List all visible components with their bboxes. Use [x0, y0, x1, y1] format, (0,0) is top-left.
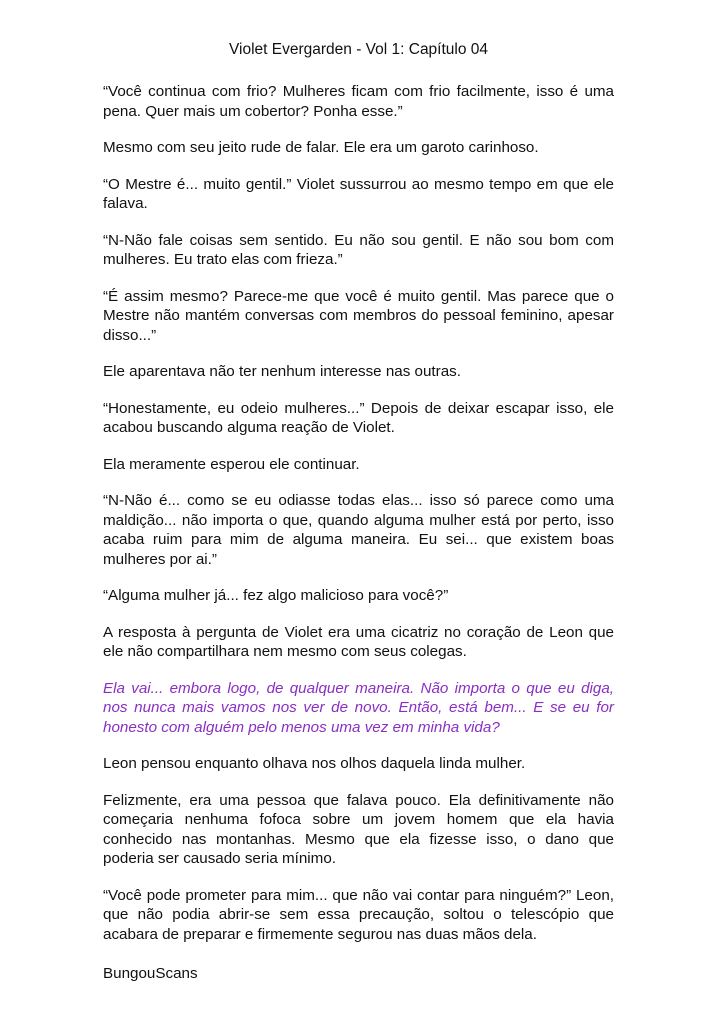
paragraph-11: A resposta à pergunta de Violet era uma cicatriz no coração de Leon que ele não compartilhara nem mesmo com seus colegas. [103, 623, 614, 660]
paragraph-15: “Você pode prometer para mim... que não vai contar para ninguém?” Leon, que não podia abrir-se sem essa precaução, soltou o telescópio que acabara de preparar e firmemente segurou nas duas mãos dela. [103, 886, 614, 943]
document-body [103, 82, 614, 944]
paragraph-4: “N-Não fale coisas sem sentido. Eu não sou gentil. E não sou bom com mulheres. Eu trato elas com frieza.” [103, 231, 614, 268]
paragraph-9: “N-Não é... como se eu odiasse todas elas... isso só parece como uma maldição... não importa o que, quando alguma mulher está por perto, isso acaba ruim para mim de alguma maneira. Eu sei... que existem boas mulheres por ai.” [103, 492, 614, 568]
paragraph-2: Mesmo com seu jeito rude de falar. Ele era um garoto carinhoso. [103, 139, 539, 156]
paragraph-8: Ela meramente esperou ele continuar. [103, 455, 360, 473]
paragraph-6: Ele aparentava não ter nenhum interesse nas outras. [103, 363, 461, 380]
paragraph-10: “Alguma mulher já... fez algo malicioso para você?” [103, 587, 449, 604]
paragraph-1: “Você continua com frio? Mulheres ficam com frio facilmente, isso é uma pena. Quer mais um cobertor? Ponha esse.” [103, 83, 614, 120]
paragraph-13: Leon pensou enquanto olhava nos olhos daquela linda mulher. [103, 755, 526, 772]
paragraph-14: Felizmente, era uma pessoa que falava pouco. Ela definitivamente não começaria nenhuma fofoca sobre um jovem homem que ela havia conhecido nas montanhas. Mesmo que ela fizesse isso, o dano que poderia ser causado seria mínimo. [103, 791, 614, 867]
paragraph-3: “O Mestre é... muito gentil.” Violet sussurrou ao mesmo tempo em que ele falava. [103, 175, 614, 212]
paragraph-5: “É assim mesmo? Parece-me que você é muito gentil. Mas parece que o Mestre não mantém conversas com membros do pessoal feminino, apesar disso...” [103, 287, 614, 344]
page-footer: BungouScans [103, 965, 198, 982]
paragraph-7: “Honestamente, eu odeio mulheres...” Depois de deixar escapar isso, ele acabou buscando alguma reação de Violet. [103, 399, 614, 436]
page-header: Violet Evergarden - Vol 1: Capítulo 04 [228, 41, 489, 58]
paragraph-12-inner-thought: Ela vai... embora logo, de qualquer maneira. Não importa o que eu diga, nos nunca mais vamos nos ver de novo. Então, está bem... E se eu for honesto com alguém pelo menos uma vez em minha vida? [103, 679, 614, 736]
